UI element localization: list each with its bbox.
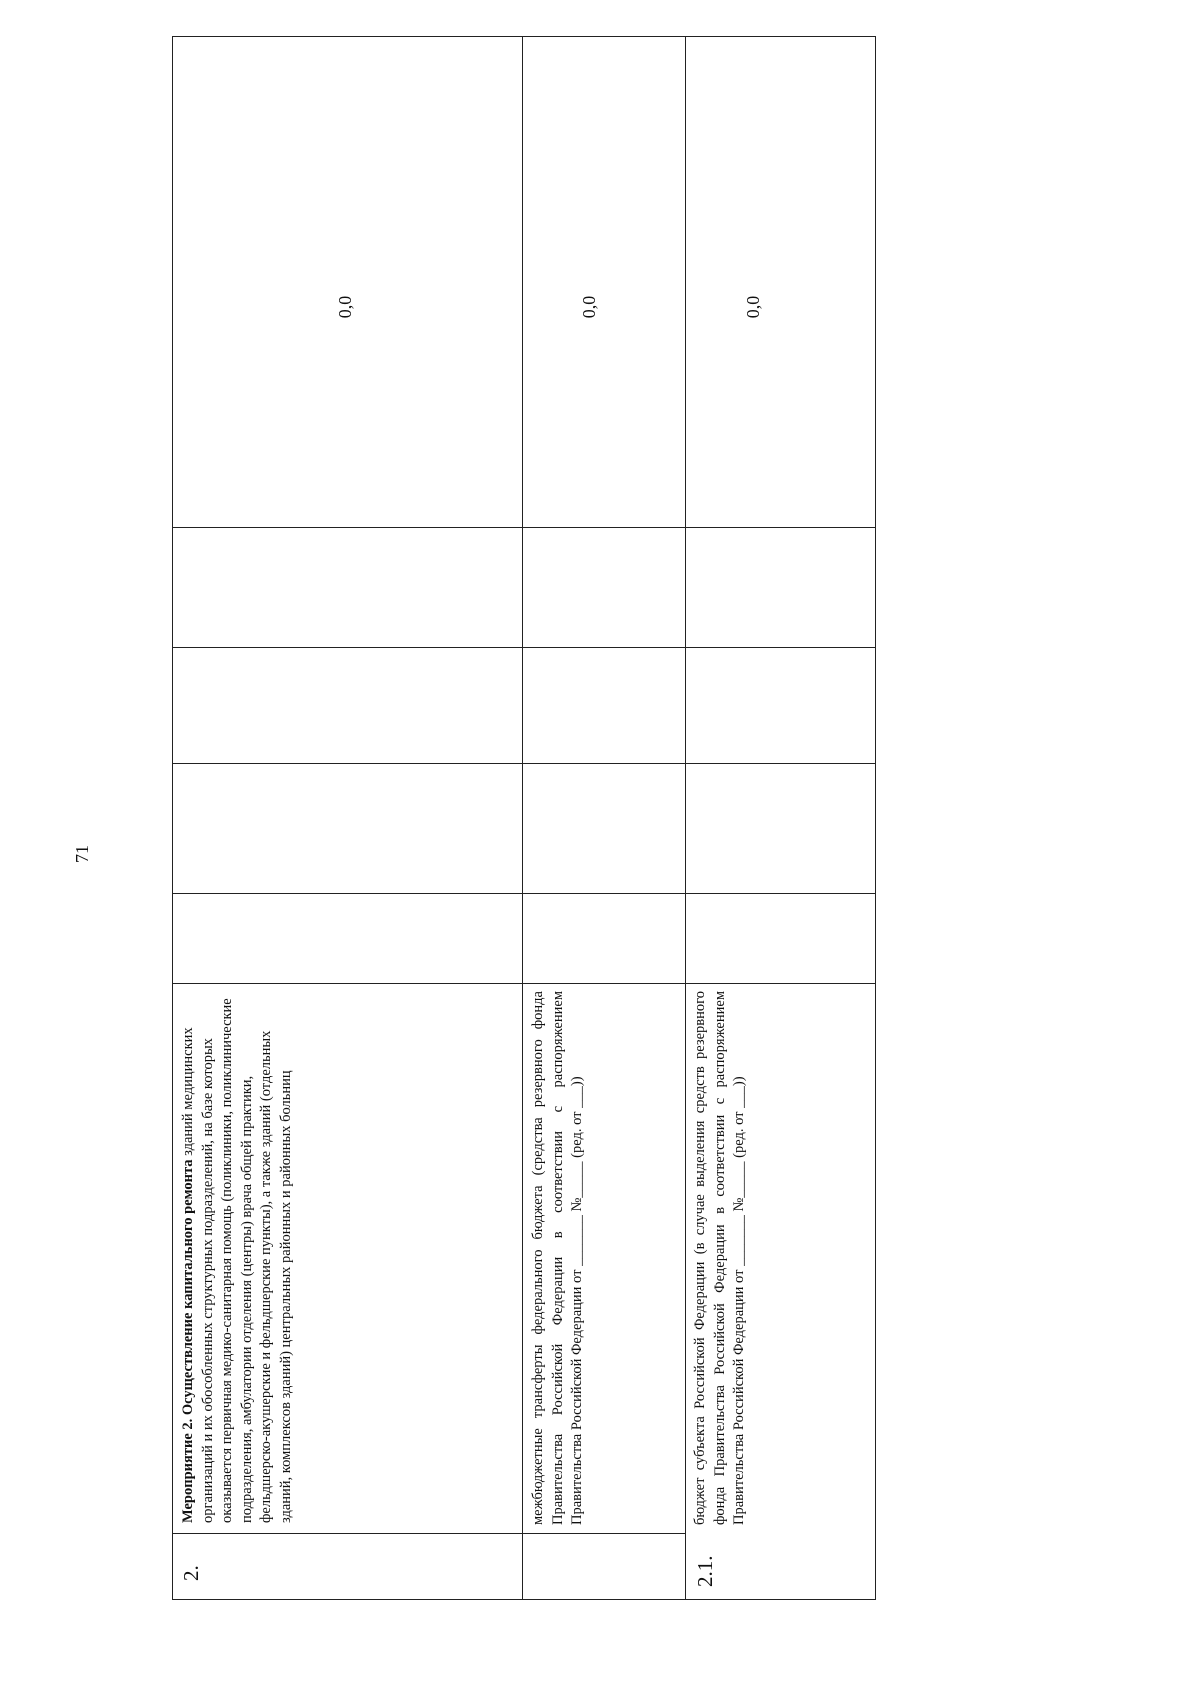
funding-value: 0,0 xyxy=(743,295,763,319)
measure-description xyxy=(177,987,327,1529)
row-number: 2. xyxy=(179,1565,203,1581)
budget-table xyxy=(172,36,876,1600)
funding-source-description: межбюджетные трансферты федерального бюджета (средства резервного фонда Правительства Российской Федерации в соответствии с распоряжением Правительства Российской Федерации от _______ №_____ (ред. от ___)) xyxy=(530,991,585,1525)
column-divider xyxy=(173,893,875,894)
measure-title: Мероприятие 2. Осуществление капитального ремонта xyxy=(180,1159,196,1523)
funding-value: 0,0 xyxy=(579,295,599,319)
column-divider xyxy=(173,1533,685,1534)
column-divider xyxy=(173,763,875,764)
column-divider xyxy=(173,527,875,528)
funding-source-description: бюджет субъекта Российской Федерации (в случае выделения средств резервного фонда Правительства Российской Федерации в соответствии с распоряжением Правительства Российской Федерации от _______ №_____ (ред. от ___)) xyxy=(692,991,747,1525)
funding-value: 0,0 xyxy=(335,295,355,319)
column-divider xyxy=(173,983,875,984)
row-number: 2.1. xyxy=(693,1555,717,1587)
column-divider xyxy=(173,647,875,648)
page-number: 71 xyxy=(72,845,92,863)
measure-text: зданий медицинских организаций и их обособленных структурных подразделений, на базе которых оказывается первичная медико-санитарная помощь (поликлиники, поликлинические подразделения, амбулатории отделения (центры) врача общей практики, фельдшерско-акушерские и фельдшерские пункты), а также зданий (отдельных зданий, комплексов зданий) центральных районных и районных больниц xyxy=(180,998,294,1523)
row-divider xyxy=(522,37,523,1599)
row-divider xyxy=(685,37,686,1599)
